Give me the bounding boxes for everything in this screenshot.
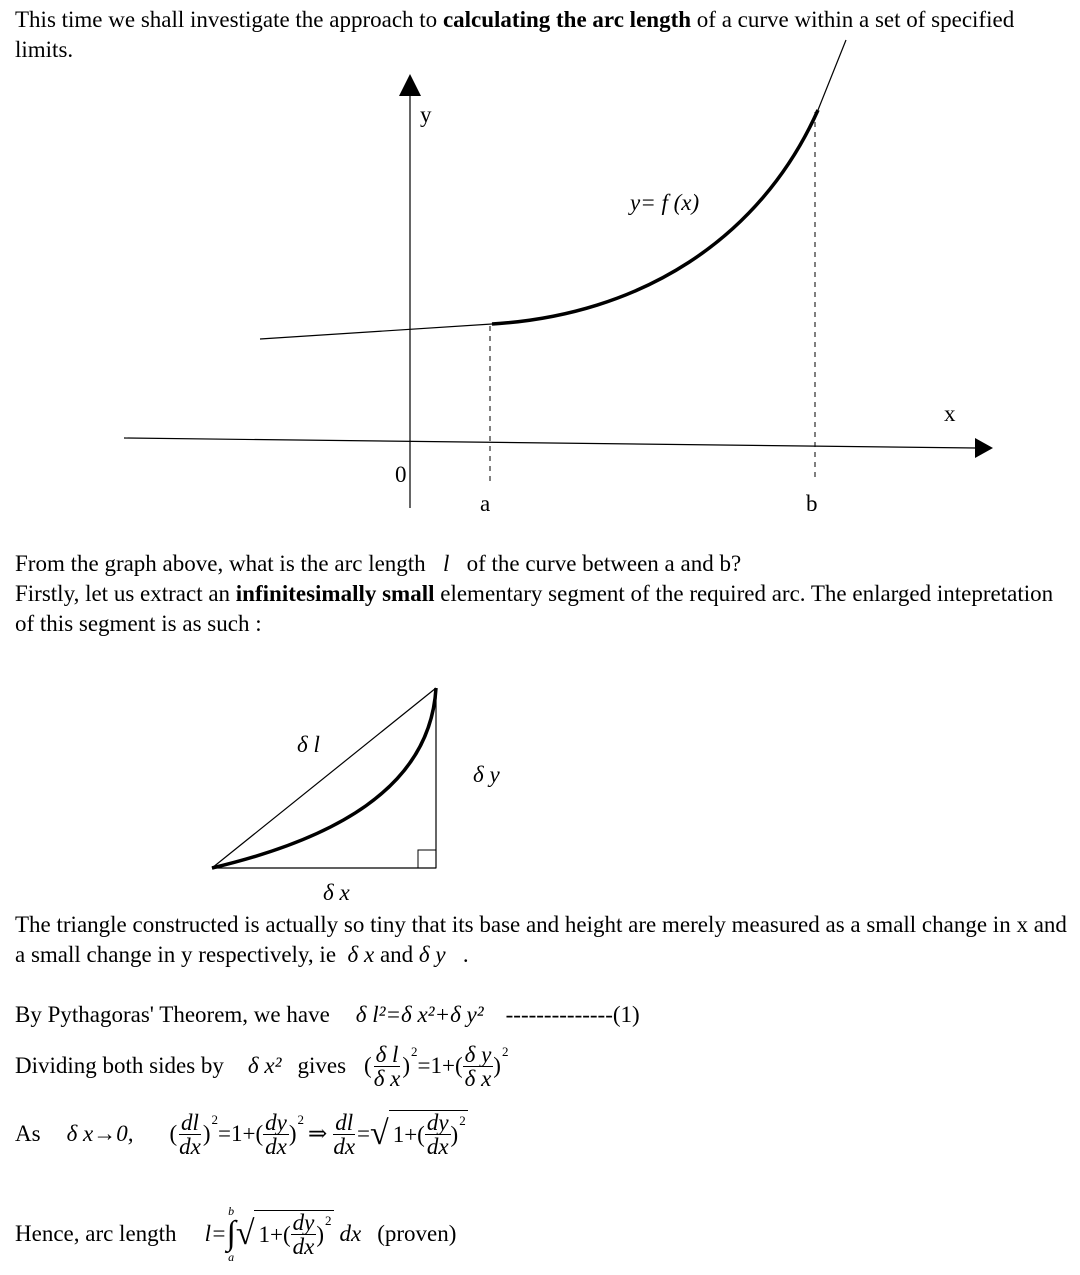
curve-extension-left bbox=[260, 324, 492, 339]
result-sqrt: 1+( $\frac{dy}{dx}$ ) 2 bbox=[254, 1210, 333, 1258]
fraction-dy-over-dx-2: $\frac{dy}{dx}$ bbox=[426, 1110, 449, 1159]
arc-length-var: l bbox=[442, 551, 450, 576]
integral-upper-limit: b bbox=[228, 1204, 235, 1218]
curve-extension-right bbox=[818, 40, 846, 110]
b-label: b bbox=[806, 491, 818, 516]
result-lhs: l= bbox=[204, 1221, 227, 1246]
explanation-paragraph bbox=[15, 910, 1070, 970]
dividing-mid: =1+( bbox=[417, 1053, 463, 1078]
dividing-divisor: δ x² bbox=[247, 1053, 282, 1078]
explanation-end: . bbox=[457, 942, 469, 967]
y-axis-arrow bbox=[399, 74, 421, 96]
curve-label: y= f (x) bbox=[630, 190, 700, 215]
segment-triangle bbox=[0, 660, 600, 910]
result-label: Hence, arc length bbox=[15, 1221, 177, 1246]
explanation-dy: δ y bbox=[418, 942, 446, 967]
sqrt-expression: 1+( $\frac{dy}{dx}$ ) 2 bbox=[389, 1110, 468, 1158]
hypotenuse-label: δ l bbox=[297, 732, 320, 757]
x-axis-label: x bbox=[944, 401, 956, 426]
right-angle-mark bbox=[418, 850, 436, 868]
question-line2-pre: Firstly, let us extract an bbox=[15, 581, 236, 606]
result-line: Hence, arc length l= b ∫ a √ 1+( $\frac{dy}{dx}$ ) 2 dx (proven) bbox=[15, 1204, 457, 1264]
pythagoras-label: By Pythagoras' Theorem, we have bbox=[15, 1002, 330, 1027]
question-line1-post: of the curve between a and b? bbox=[460, 551, 742, 576]
x-axis bbox=[124, 438, 976, 448]
fraction-dy-over-dx: $\frac{dy}{dx}$ bbox=[265, 1109, 287, 1159]
dividing-gives: gives bbox=[297, 1053, 347, 1078]
limit-as: As bbox=[15, 1121, 41, 1146]
intro-text-pre: This time we shall investigate the approach to bbox=[15, 7, 443, 32]
fraction-den-dx: δ x bbox=[373, 1065, 401, 1091]
intro-text-post: of a curve within a set of specified limits. bbox=[15, 7, 1015, 62]
dividing-line: Dividing both sides by δ x² gives ( $\frac{\text{δ l}}{\text{δ x}}$ ) 2 =1+( $\frac{\text{δ y}}{\text{δ x}}$ ) 2 bbox=[15, 1041, 509, 1091]
pythagoras-tag: --------------(1) bbox=[505, 1002, 640, 1027]
implies-symbol: ⇒ bbox=[308, 1121, 328, 1146]
explanation-dx: δ x bbox=[347, 942, 375, 967]
question-line1-pre: From the graph above, what is the arc length bbox=[15, 551, 432, 576]
fraction-dl-dx bbox=[372, 1043, 403, 1090]
curve-segment bbox=[492, 110, 818, 324]
fraction-num-dl: δ l bbox=[375, 1041, 399, 1067]
dividing-label: Dividing both sides by bbox=[15, 1053, 224, 1078]
fraction-dl-over-dx: $\frac{dl}{dx}$ bbox=[179, 1109, 201, 1159]
pythagoras-line bbox=[15, 1002, 640, 1028]
a-label: a bbox=[480, 491, 491, 516]
explanation-and: and bbox=[374, 942, 419, 967]
limit-equals: = bbox=[357, 1121, 371, 1146]
fraction-den-dx2: δ x bbox=[464, 1065, 492, 1091]
explanation-text: The triangle constructed is actually so tiny that its base and height are merely measured as a small change in x and a small change in y respectively, ie bbox=[15, 912, 1067, 967]
intro-text-bold: calculating the arc length bbox=[442, 7, 692, 32]
question-line2-bold: infinitesimally small bbox=[235, 581, 435, 606]
result-differential: dx bbox=[339, 1221, 362, 1246]
limit-condition: δ x→0, bbox=[66, 1121, 134, 1146]
result-fraction-dy-dx: $\frac{dy}{dx}$ bbox=[292, 1210, 315, 1259]
base-label: δ x bbox=[323, 880, 350, 905]
question-paragraph bbox=[15, 549, 1070, 639]
y-axis-label: y bbox=[420, 102, 432, 127]
limit-one-plus: =1+( bbox=[218, 1121, 264, 1146]
result-proven: (proven) bbox=[377, 1221, 457, 1246]
question-line2-post: elementary segment of the required arc. The enlarged intepretation of this segment is as such : bbox=[15, 581, 1054, 636]
limit-line: As δ x→0, ( $\frac{dl}{dx}$ ) 2 =1+( $\frac{dy}{dx}$ ) 2 ⇒ $\frac{dl}{dx}$ = √ 1+( $\frac{dy}{dx}$ ) 2 bbox=[15, 1109, 466, 1159]
height-label: δ y bbox=[473, 762, 500, 787]
integral-lower-limit: a bbox=[228, 1250, 235, 1264]
x-axis-arrow bbox=[975, 438, 993, 458]
hypotenuse-line bbox=[212, 688, 436, 868]
pythagoras-equation: δ l²=δ x²+δ y² bbox=[355, 1002, 484, 1027]
fraction-dy-dx bbox=[463, 1043, 494, 1090]
arc-length-graph bbox=[0, 0, 1080, 540]
origin-label: 0 bbox=[395, 462, 407, 487]
integral-sign: b ∫ a bbox=[226, 1204, 236, 1264]
fraction-dl-over-dx-2: $\frac{dl}{dx}$ bbox=[333, 1109, 356, 1159]
fraction-num-dy: δ y bbox=[464, 1041, 492, 1067]
